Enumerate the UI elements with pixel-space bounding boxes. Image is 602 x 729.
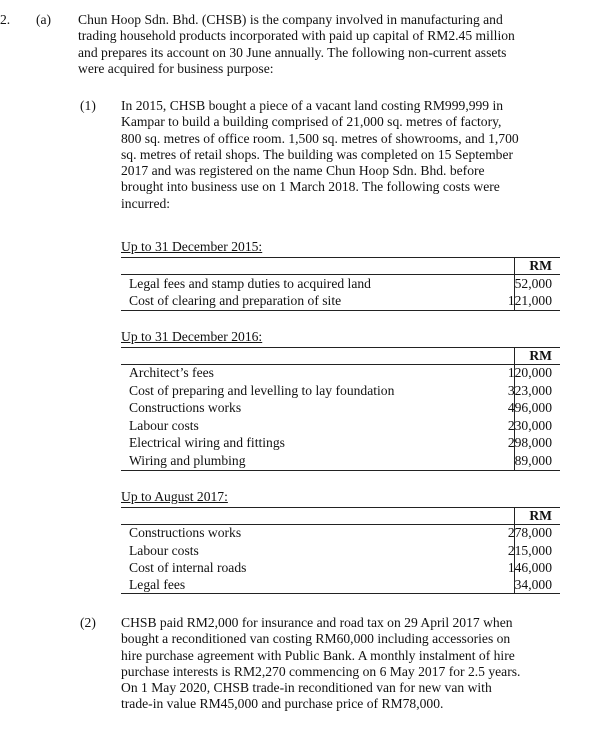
row-label: Wiring and plumbing (129, 452, 246, 468)
item1-line: brought into business use on 1 March 2018. The following costs were (121, 179, 500, 195)
item2-line: bought a reconditioned van costing RM60,000 including accessories on (121, 631, 511, 647)
table-title: Up to 31 December 2015: (121, 239, 263, 254)
currency-header: RM (529, 258, 552, 273)
row-amount: 278,000 (507, 525, 552, 540)
row-amount: 34,000 (514, 577, 552, 592)
intro-line: and prepares its account on 30 June annually. The following non-current assets (78, 44, 507, 60)
item2-line: purchase interests is RM2,270 commencing on 6 May 2017 for 2.5 years. (121, 663, 521, 679)
table-row (121, 559, 561, 577)
row-label: Cost of preparing and levelling to lay foundation (129, 382, 395, 398)
item2-line: trade-in value RM45,000 and purchase price of RM78,000. (121, 696, 444, 712)
table-row (121, 576, 561, 594)
table-row (121, 434, 561, 452)
table-bottom-rule (121, 470, 560, 471)
row-amount: 298,000 (507, 435, 552, 450)
row-amount: 121,000 (507, 293, 552, 308)
item2-line: CHSB paid RM2,000 for insurance and road tax on 29 April 2017 when (121, 615, 513, 630)
item1-line: sq. metres of retail shops. The building was completed on 15 September (121, 146, 514, 162)
row-amount: 52,000 (514, 276, 552, 291)
row-label: Legal fees (129, 577, 186, 592)
table-bottom-rule (121, 310, 560, 311)
item1-line: 800 sq. metres of office room. 1,500 sq. metres of showrooms, and 1,700 (121, 130, 519, 146)
row-amount: 230,000 (507, 417, 552, 433)
table-title: Up to 31 December 2016: (121, 329, 263, 344)
row-label: Cost of internal roads (129, 560, 247, 575)
row-label: Legal fees and stamp duties to acquired land (129, 276, 371, 291)
item2-line: On 1 May 2020, CHSB trade-in reconditioned van for new van with (121, 680, 492, 696)
row-label: Labour costs (129, 542, 199, 558)
question-number: 2. (0, 12, 11, 27)
table-row (121, 542, 561, 560)
intro-paragraph (78, 12, 561, 77)
part-label: (a) (36, 12, 52, 27)
row-amount: 323,000 (507, 382, 552, 398)
table-row (121, 364, 561, 382)
table-row (121, 382, 561, 400)
table-title: Up to August 2017: (121, 489, 228, 504)
item1-line: 2017 and was registered on the name Chun Hoop Sdn. Bhd. before (121, 163, 485, 179)
item1-line: In 2015, CHSB bought a piece of a vacant land costing RM999,999 in (121, 98, 504, 113)
cost-table-2015 (121, 239, 561, 311)
row-amount: 146,000 (507, 560, 552, 575)
row-amount: 120,000 (507, 365, 552, 380)
item2-paragraph (121, 615, 561, 713)
item2-label: (2) (80, 615, 96, 630)
item1-line: Kampar to build a building comprised of 21,000 sq. metres of factory, (121, 114, 502, 130)
row-label: Constructions works (129, 400, 242, 415)
item1-line: incurred: (121, 195, 171, 211)
table-row (121, 275, 561, 293)
table-top-rule (121, 507, 560, 508)
item1-label: (1) (80, 98, 96, 113)
cost-table-2016 (121, 329, 561, 471)
item2-line: hire purchase agreement with Public Bank. A monthly instalment of hire (121, 647, 515, 663)
currency-header: RM (529, 508, 552, 523)
table-top-rule (121, 347, 560, 348)
row-amount: 496,000 (507, 400, 552, 415)
row-amount: 89,000 (514, 452, 552, 468)
row-label: Architect’s fees (129, 365, 214, 380)
item1-paragraph (121, 98, 561, 212)
table-bottom-rule (121, 593, 560, 594)
table-top-rule (121, 257, 560, 258)
table-row (121, 417, 561, 435)
table-row (121, 292, 561, 310)
intro-line: were acquired for business purpose: (78, 60, 274, 76)
row-label: Constructions works (129, 525, 242, 540)
intro-line: Chun Hoop Sdn. Bhd. (CHSB) is the company involved in manufacturing and (78, 12, 503, 27)
row-label: Cost of clearing and preparation of site (129, 293, 342, 308)
table-row (121, 524, 561, 542)
currency-header: RM (529, 348, 552, 363)
table-row (121, 399, 561, 417)
table-row (121, 452, 561, 470)
row-label: Electrical wiring and fittings (129, 435, 285, 450)
row-label: Labour costs (129, 417, 199, 433)
row-amount: 215,000 (507, 542, 552, 558)
cost-table-2017 (121, 489, 561, 594)
intro-line: trading household products incorporated with paid up capital of RM2.45 million (78, 28, 515, 44)
